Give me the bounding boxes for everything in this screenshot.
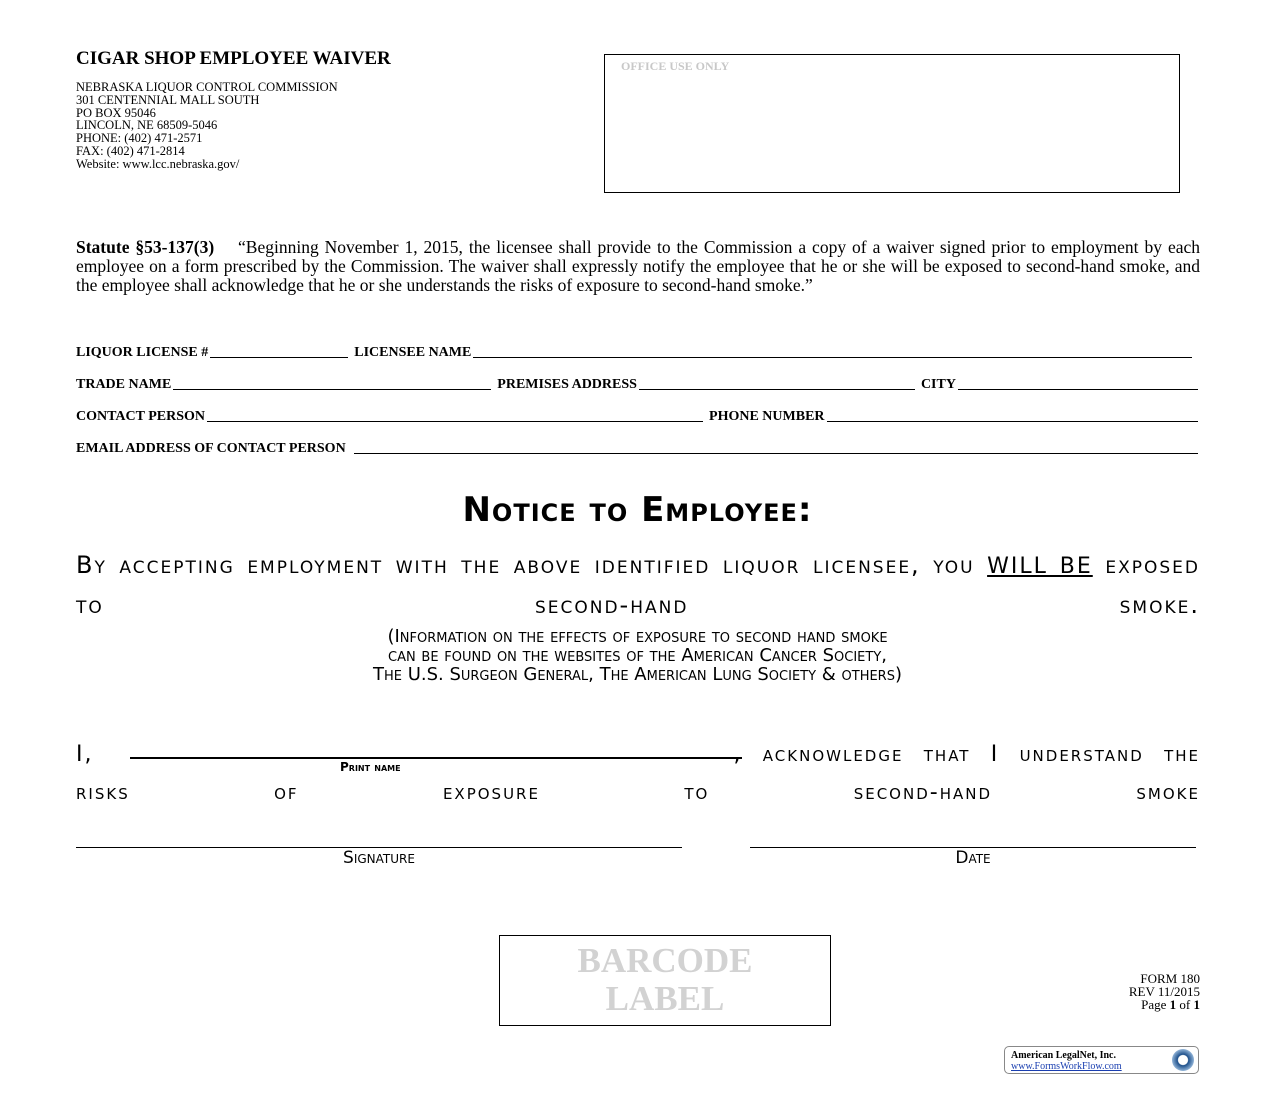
globe-icon bbox=[1172, 1049, 1194, 1071]
address-line: FAX: (402) 471-2814 bbox=[76, 143, 185, 158]
field-row-license bbox=[76, 345, 1198, 361]
info-line: (Information on the effects of exposure to second hand smoke bbox=[387, 626, 888, 647]
trade-name-label: TRADE NAME bbox=[76, 377, 172, 392]
address-line: PHONE: (402) 471-2571 bbox=[76, 131, 203, 146]
form-number: FORM 180 bbox=[1140, 971, 1200, 986]
licensee-name-field[interactable] bbox=[473, 356, 1192, 358]
ack-pre: I, bbox=[76, 742, 94, 767]
commission-address bbox=[76, 81, 338, 171]
page-number bbox=[1000, 998, 1200, 1011]
premises-address-label: PREMISES ADDRESS bbox=[497, 377, 637, 392]
notice-emphasis: WILL BE bbox=[987, 554, 1093, 579]
premises-address-field[interactable] bbox=[639, 388, 915, 390]
notice-body bbox=[76, 546, 1200, 624]
statute-paragraph bbox=[76, 238, 1200, 295]
print-name-field[interactable] bbox=[130, 757, 742, 759]
field-row-trade bbox=[76, 377, 1198, 393]
office-use-box bbox=[604, 54, 1180, 193]
page-text: Page bbox=[1141, 997, 1170, 1012]
acknowledgement bbox=[76, 736, 1200, 812]
vendor-link[interactable]: www.FormsWorkFlow.com bbox=[1011, 1061, 1122, 1072]
email-label: EMAIL ADDRESS OF CONTACT PERSON bbox=[76, 441, 346, 456]
trade-name-field[interactable] bbox=[173, 388, 491, 390]
signature-label: Signature bbox=[343, 848, 415, 868]
liquor-license-field[interactable] bbox=[210, 356, 348, 358]
city-label: CITY bbox=[920, 377, 956, 392]
barcode-text: LABEL bbox=[605, 979, 725, 1018]
page-total: 1 bbox=[1193, 997, 1200, 1012]
notice-text: By accepting employment with the above identified liquor licensee, you bbox=[76, 551, 975, 579]
print-name-label: Print name bbox=[340, 760, 401, 774]
phone-number-field[interactable] bbox=[827, 420, 1198, 422]
address-line: 301 CENTENNIAL MALL SOUTH bbox=[76, 92, 260, 107]
info-line: can be found on the websites of the American Cancer Society, bbox=[388, 645, 887, 666]
address-line: PO BOX 95046 bbox=[76, 105, 156, 120]
ack-text: , acknowledge that I understand the risks of exposure to second-hand smoke bbox=[76, 742, 1200, 805]
barcode-label-box bbox=[499, 935, 831, 1026]
form-info bbox=[1000, 972, 1200, 1011]
licensee-name-label: LICENSEE NAME bbox=[354, 345, 472, 360]
page-text: of bbox=[1176, 997, 1194, 1012]
page-current: 1 bbox=[1169, 997, 1177, 1012]
address-line: Website: www.lcc.nebraska.gov/ bbox=[76, 156, 240, 171]
phone-number-label: PHONE NUMBER bbox=[709, 409, 825, 424]
contact-person-label: CONTACT PERSON bbox=[76, 409, 206, 424]
notice-text: exposed to second-hand smoke. bbox=[76, 551, 1200, 619]
info-line: The U.S. Surgeon General, The American Lung Society & others) bbox=[372, 664, 902, 685]
liquor-license-label: LIQUOR LICENSE # bbox=[76, 345, 209, 360]
statute-label: Statute §53-137(3) bbox=[76, 237, 215, 257]
address-line: NEBRASKA LIQUOR CONTROL COMMISSION bbox=[76, 80, 338, 94]
date-label: Date bbox=[955, 848, 991, 868]
address-line: LINCOLN, NE 68509-5046 bbox=[76, 118, 218, 133]
office-use-label: OFFICE USE ONLY bbox=[621, 59, 730, 73]
email-field[interactable] bbox=[354, 452, 1198, 454]
vendor-name: American LegalNet, Inc. bbox=[1011, 1050, 1116, 1061]
notice-heading: Notice to Employee: bbox=[462, 490, 813, 530]
info-note bbox=[0, 627, 1275, 684]
form-title: CIGAR SHOP EMPLOYEE WAIVER bbox=[76, 48, 391, 69]
statute-text: “Beginning November 1, 2015, the licensee shall provide to the Commission a copy of a waiver signed prior to employment by each employee on a form prescribed by the Commission. The waiver shall expressly notify the employee that he or she will be exposed to second-hand smoke, and the employee shall acknowledge that he or she understands the risks of exposure to second-hand smoke.” bbox=[76, 237, 1201, 295]
city-field[interactable] bbox=[958, 388, 1198, 390]
field-row-email bbox=[76, 441, 1198, 457]
field-row-contact bbox=[76, 409, 1198, 425]
contact-person-field[interactable] bbox=[207, 420, 703, 422]
vendor-badge[interactable] bbox=[1004, 1046, 1199, 1074]
barcode-text: BARCODE bbox=[577, 941, 753, 980]
form-revision: REV 11/2015 bbox=[1128, 984, 1200, 999]
